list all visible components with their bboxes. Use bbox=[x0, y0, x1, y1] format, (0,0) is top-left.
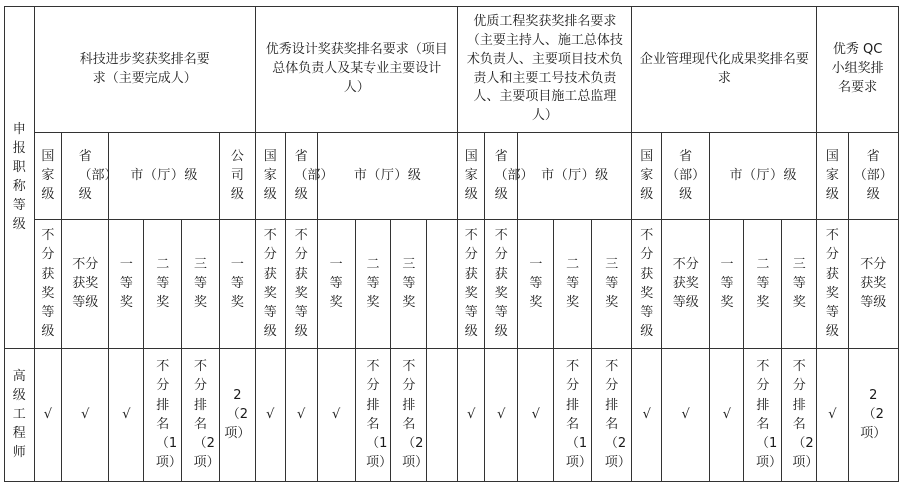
unranked-cell bbox=[144, 349, 182, 482]
grade-first-text: 一等奖 bbox=[720, 256, 734, 311]
row-title-text: 高级工程师 bbox=[12, 368, 26, 461]
level-national bbox=[458, 133, 485, 220]
check-mark: √ bbox=[467, 406, 476, 422]
grade-no-grade-text: 不分获奖等级 bbox=[640, 228, 654, 339]
grade-no-grade-text: 不分获奖等级 bbox=[72, 256, 99, 311]
level-provincial-text: 省（部）级 bbox=[666, 148, 706, 203]
group-header-row bbox=[5, 7, 899, 133]
grade-first bbox=[219, 220, 255, 349]
grade-no-grade-text: 不分获奖等级 bbox=[825, 228, 839, 339]
unranked-text: 不分排名（1项） bbox=[155, 359, 182, 470]
grade-no-grade-text: 不分获奖等级 bbox=[494, 228, 508, 339]
design-award-header bbox=[256, 7, 458, 133]
grade-second-text: 二等奖 bbox=[366, 256, 380, 311]
check-mark: √ bbox=[332, 406, 341, 422]
level-national bbox=[256, 133, 286, 220]
grade-no-grade-text: 不分获奖等级 bbox=[464, 228, 478, 339]
grade-no-grade bbox=[62, 220, 109, 349]
level-provincial-text: 省（部）级 bbox=[78, 148, 118, 203]
title-level-header bbox=[5, 7, 35, 349]
check-mark: √ bbox=[531, 406, 540, 422]
level-national-text: 国家级 bbox=[464, 148, 478, 203]
level-national-text: 国家级 bbox=[41, 148, 55, 203]
level-company bbox=[219, 133, 255, 220]
check-mark: √ bbox=[722, 406, 732, 422]
unranked-cell bbox=[782, 349, 817, 482]
check-mark: √ bbox=[828, 406, 837, 422]
unranked-text: 不分排名（2项） bbox=[402, 359, 429, 470]
grade-third-text: 三等奖 bbox=[605, 256, 619, 311]
grade-no-grade bbox=[848, 220, 898, 349]
unranked-cell bbox=[391, 349, 427, 482]
grade-first-text: 一等奖 bbox=[329, 256, 343, 311]
check-cell bbox=[285, 349, 317, 482]
grade-second-text: 二等奖 bbox=[156, 256, 170, 311]
grade-no-grade-text: 不分获奖等级 bbox=[263, 228, 277, 339]
grade-no-grade bbox=[285, 220, 317, 349]
level-city bbox=[710, 133, 817, 220]
grade-second-text: 二等奖 bbox=[756, 256, 770, 311]
grade-third-text: 三等奖 bbox=[402, 256, 416, 311]
grade-no-grade bbox=[458, 220, 485, 349]
mgmt-award-header bbox=[632, 7, 817, 133]
level-city-text: 市（厅）级 bbox=[353, 167, 422, 183]
grade-no-grade-text: 不分获奖等级 bbox=[860, 256, 887, 311]
count-text: 2（2项） bbox=[224, 387, 251, 442]
level-provincial bbox=[485, 133, 534, 220]
check-cell bbox=[485, 349, 518, 482]
grade-no-grade-text: 不分获奖等级 bbox=[294, 228, 308, 339]
check-mark: √ bbox=[642, 406, 651, 422]
grade-first-text: 一等奖 bbox=[119, 256, 133, 311]
grade-first bbox=[518, 220, 554, 349]
level-provincial bbox=[62, 133, 118, 220]
level-national bbox=[817, 133, 848, 220]
check-cell bbox=[458, 349, 485, 482]
grade-second bbox=[554, 220, 592, 349]
check-cell bbox=[34, 349, 62, 482]
unranked-cell bbox=[355, 349, 391, 482]
grade-first-text: 一等奖 bbox=[230, 256, 244, 311]
check-cell bbox=[62, 349, 109, 482]
check-mark: √ bbox=[43, 406, 53, 422]
tech-award-header bbox=[34, 7, 256, 133]
grade-first bbox=[317, 220, 355, 349]
grade-third-text: 三等奖 bbox=[193, 256, 207, 311]
level-city bbox=[518, 133, 632, 220]
qc-award-header bbox=[817, 7, 899, 133]
grade-no-grade bbox=[661, 220, 709, 349]
unranked-text: 不分排名（2项） bbox=[604, 359, 631, 470]
unranked-cell bbox=[592, 349, 632, 482]
level-provincial bbox=[285, 133, 334, 220]
grade-header-row bbox=[5, 220, 899, 349]
quality-award-header-text: 优质工程奖获奖排名要求（主要主持人、施工总体技术负责人、主要项目技术负责人和主要工号技术负责人、主要项目施工总监理人） bbox=[466, 13, 623, 124]
grade-first-text: 一等奖 bbox=[529, 256, 543, 311]
level-city-text: 市（厅）级 bbox=[130, 167, 198, 183]
level-company-text: 公司级 bbox=[230, 148, 244, 203]
level-city bbox=[317, 133, 458, 220]
grade-second bbox=[744, 220, 782, 349]
check-mark: √ bbox=[297, 406, 306, 422]
grade-no-grade bbox=[485, 220, 518, 349]
level-city-text: 市（厅）级 bbox=[541, 167, 609, 183]
title-level-label: 申报职称等级 bbox=[12, 121, 26, 233]
award-ranking-table bbox=[4, 6, 899, 482]
check-cell bbox=[109, 349, 144, 482]
mgmt-award-header-text: 企业管理现代化成果奖排名要求 bbox=[639, 51, 809, 86]
unranked-text: 不分排名（1项） bbox=[565, 359, 592, 470]
count-text: 2（2项） bbox=[860, 387, 887, 442]
level-city-text: 市（厅）级 bbox=[729, 167, 798, 183]
unranked-cell bbox=[554, 349, 592, 482]
empty-cell bbox=[427, 220, 458, 349]
unranked-text: 不分排名（2项） bbox=[193, 359, 220, 470]
level-provincial bbox=[848, 133, 898, 220]
grade-no-grade-text: 不分获奖等级 bbox=[672, 256, 699, 311]
level-national-text: 国家级 bbox=[825, 148, 839, 203]
check-mark: √ bbox=[681, 406, 690, 422]
grade-no-grade bbox=[256, 220, 286, 349]
level-provincial-text: 省（部）级 bbox=[294, 148, 334, 203]
check-cell bbox=[317, 349, 355, 482]
level-provincial-text: 省（部）级 bbox=[494, 148, 534, 203]
grade-no-grade bbox=[34, 220, 62, 349]
level-national bbox=[632, 133, 662, 220]
quality-award-header bbox=[458, 7, 632, 133]
design-award-header-text: 优秀设计奖获奖排名要求（项目总体负责人及某专业主要设计人） bbox=[265, 42, 448, 95]
unranked-cell bbox=[744, 349, 782, 482]
grade-second bbox=[355, 220, 391, 349]
check-mark: √ bbox=[266, 406, 275, 422]
check-mark: √ bbox=[497, 406, 506, 422]
check-cell bbox=[632, 349, 662, 482]
grade-second-text: 二等奖 bbox=[566, 256, 580, 311]
grade-third bbox=[592, 220, 632, 349]
check-cell bbox=[518, 349, 554, 482]
row-title bbox=[5, 349, 35, 482]
level-national-text: 国家级 bbox=[263, 148, 277, 203]
grade-third bbox=[182, 220, 220, 349]
grade-third bbox=[391, 220, 427, 349]
count-cell bbox=[219, 349, 255, 482]
unranked-text: 不分排名（1项） bbox=[756, 359, 783, 470]
grade-second bbox=[144, 220, 182, 349]
check-cell bbox=[710, 349, 744, 482]
level-provincial bbox=[661, 133, 709, 220]
grade-no-grade bbox=[817, 220, 848, 349]
grade-third bbox=[782, 220, 817, 349]
grade-third-text: 三等奖 bbox=[792, 256, 806, 311]
senior-engineer-row bbox=[5, 349, 899, 482]
level-header-row bbox=[5, 133, 899, 220]
check-cell bbox=[817, 349, 848, 482]
check-cell bbox=[661, 349, 709, 482]
check-mark: √ bbox=[122, 406, 131, 422]
level-provincial-text: 省（部）级 bbox=[853, 148, 893, 203]
unranked-text: 不分排名（2项） bbox=[792, 359, 819, 470]
check-mark: √ bbox=[81, 406, 90, 422]
level-national bbox=[34, 133, 62, 220]
check-cell bbox=[256, 349, 286, 482]
empty-cell bbox=[427, 349, 458, 482]
count-cell bbox=[848, 349, 898, 482]
grade-no-grade-text: 不分获奖等级 bbox=[41, 228, 55, 339]
unranked-cell bbox=[182, 349, 220, 482]
grade-no-grade bbox=[632, 220, 662, 349]
level-national-text: 国家级 bbox=[640, 148, 654, 203]
grade-first bbox=[710, 220, 744, 349]
unranked-text: 不分排名（1项） bbox=[366, 359, 393, 470]
tech-award-header-text: 科技进步奖获奖排名要求（主要完成人） bbox=[79, 51, 210, 86]
qc-award-header-text: 优秀 QC 小组奖排名要求 bbox=[831, 42, 884, 95]
level-city bbox=[109, 133, 219, 220]
grade-first bbox=[109, 220, 144, 349]
